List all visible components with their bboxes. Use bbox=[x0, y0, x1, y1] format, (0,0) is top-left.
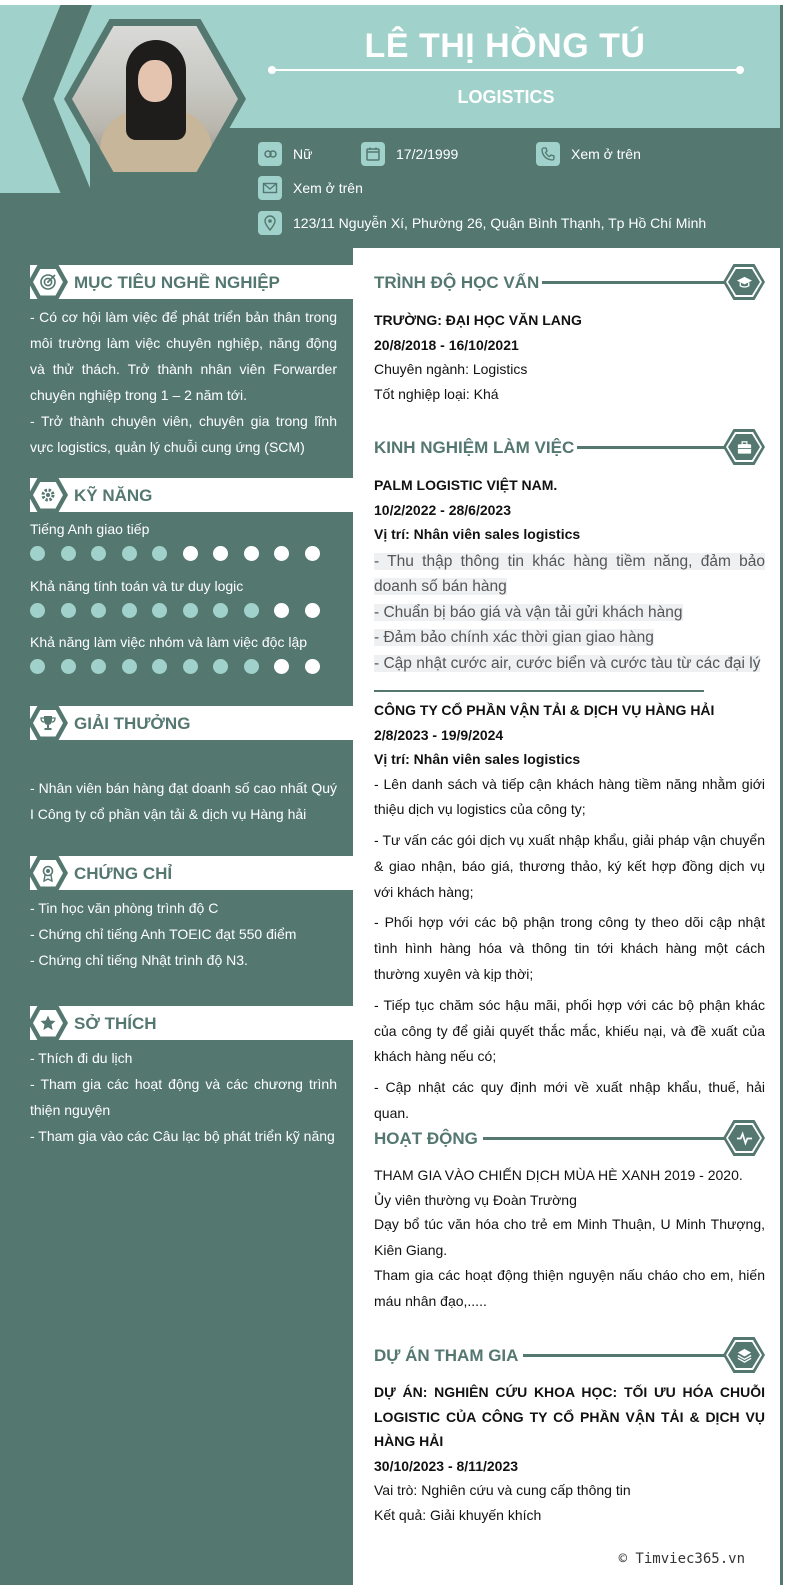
skill-dot bbox=[61, 659, 76, 674]
certificate-item: - Chứng chỉ tiếng Anh TOEIC đạt 550 điểm bbox=[30, 926, 297, 942]
skill-label: Khả năng tính toán và tư duy logic bbox=[30, 578, 244, 594]
projects-rule bbox=[523, 1354, 727, 1357]
objective-title: MỤC TIÊU NGHỀ NGHIỆP bbox=[74, 273, 280, 292]
awards-text: - Nhân viên bán hàng đạt doanh số cao nhất Quý I Công ty cổ phần vận tải & dịch vụ Hàng hải bbox=[30, 780, 337, 822]
contact-phone bbox=[536, 142, 641, 166]
activities-body bbox=[374, 1163, 765, 1314]
skill-dot bbox=[30, 546, 45, 561]
job-duty: - Cập nhật các quy định mới về xuất nhập khẩu, thuế, hải quan. bbox=[374, 1079, 765, 1122]
objective-item: - Trở thành chuyên viên, chuyên gia trong lĩnh vực logistics, quản lý chuỗi cung ứng (SCM) bbox=[30, 413, 337, 455]
graduation-cap-icon bbox=[736, 274, 753, 291]
skill-dot bbox=[61, 603, 76, 618]
skill-rating bbox=[30, 603, 320, 618]
skill-dot bbox=[305, 659, 320, 674]
skill-dot bbox=[274, 659, 289, 674]
job-title: LOGISTICS bbox=[457, 87, 555, 107]
skill-dot bbox=[183, 603, 198, 618]
skill-dot bbox=[152, 659, 167, 674]
skill-dot bbox=[244, 546, 259, 561]
education-rule bbox=[542, 281, 727, 284]
skill-label: Tiếng Anh giao tiếp bbox=[30, 521, 150, 537]
contact-address bbox=[258, 211, 706, 235]
gender-value: Nữ bbox=[293, 146, 313, 162]
activities-title: HOẠT ĐỘNG bbox=[374, 1129, 478, 1148]
experience-title: KINH NGHIỆM LÀM VIỆC bbox=[374, 438, 575, 457]
skill-dot bbox=[122, 546, 137, 561]
skill-dot bbox=[274, 603, 289, 618]
education-body bbox=[374, 308, 765, 406]
name-divider bbox=[270, 69, 742, 71]
target-icon bbox=[39, 273, 57, 291]
job-period: 10/2/2022 - 28/6/2023 bbox=[374, 501, 512, 518]
skill-dot bbox=[91, 603, 106, 618]
skill-dot bbox=[274, 546, 289, 561]
activity-line: Tham gia các hoạt động thiện nguyện nấu cháo cho em, hiến máu nhân đạo,..... bbox=[374, 1267, 765, 1309]
job-period: 2/8/2023 - 19/9/2024 bbox=[374, 726, 504, 743]
skill-dot bbox=[30, 659, 45, 674]
school-name: TRƯỜNG: ĐẠI HỌC VĂN LANG bbox=[374, 312, 582, 328]
trophy-icon bbox=[39, 714, 57, 732]
skill-dot bbox=[213, 603, 228, 618]
skill-dot bbox=[244, 659, 259, 674]
skill-dot bbox=[91, 546, 106, 561]
skill-dot bbox=[244, 603, 259, 618]
medal-icon bbox=[39, 864, 57, 882]
activity-line: THAM GIA VÀO CHIẾN DỊCH MÙA HÈ XANH 2019 - 2020. bbox=[374, 1167, 743, 1183]
skill-dot bbox=[305, 546, 320, 561]
contact-birthday bbox=[361, 142, 458, 166]
hobbies-list bbox=[30, 1045, 337, 1149]
candidate-name: LÊ THỊ HỒNG TÚ bbox=[364, 27, 646, 65]
location-icon bbox=[258, 211, 282, 235]
certificate-item: - Tin học văn phòng trình độ C bbox=[30, 900, 219, 916]
activity-line: Ủy viên thường vụ Đoàn Trường bbox=[374, 1191, 577, 1208]
skill-dot bbox=[152, 603, 167, 618]
birthday-value: 17/2/1999 bbox=[396, 146, 459, 162]
company-name: CÔNG TY CỔ PHẦN VẬN TẢI & DỊCH VỤ HÀNG HẢI bbox=[374, 702, 715, 718]
job-duty: - Phối hợp với các bộ phận trong công ty theo dõi cập nhật tình hình hàng hóa và thông tin tới khách hàng một cách thường xuyên và kịp thời; bbox=[374, 914, 765, 983]
phone-icon bbox=[536, 142, 560, 166]
company-name: PALM LOGISTIC VIỆT NAM. bbox=[374, 477, 558, 493]
education-period: 20/8/2018 - 16/10/2021 bbox=[374, 336, 519, 353]
projects-body bbox=[374, 1380, 765, 1527]
skill-rating bbox=[30, 659, 320, 674]
activity-line: Dạy bổ túc văn hóa cho trẻ em Minh Thuận, U Minh Thượng, Kiên Giang. bbox=[374, 1216, 765, 1258]
awards-title: GIẢI THƯỞNG bbox=[74, 714, 191, 733]
project-name: DỰ ÁN: NGHIÊN CỨU KHOA HỌC: TỐI ƯU HÓA CHUỖI LOGISTIC CỦA CÔNG TY CỔ PHẦN VẬN TẢI & DỊCH VỤ HÀNG HẢI bbox=[374, 1384, 765, 1449]
education-major: Chuyên ngành: Logistics bbox=[374, 361, 528, 377]
skill-dot bbox=[122, 659, 137, 674]
experience-body bbox=[374, 473, 765, 1132]
job-duty: - Tư vấn các gói dịch vụ xuất nhập khẩu, giải pháp vận chuyển & giao nhận, báo giá, thương thảo, ký kết hợp đồng dịch vụ với khách hàng; bbox=[374, 832, 765, 900]
pulse-icon bbox=[736, 1130, 753, 1147]
hobby-item: - Tham gia vào các Câu lạc bộ phát triển kỹ năng bbox=[30, 1128, 335, 1144]
star-icon bbox=[39, 1014, 57, 1032]
skill-dot bbox=[91, 659, 106, 674]
contact-email bbox=[258, 176, 363, 200]
projects-title: DỰ ÁN THAM GIA bbox=[374, 1346, 519, 1365]
contact-gender bbox=[258, 142, 312, 166]
skill-dot bbox=[122, 603, 137, 618]
hobby-item: - Tham gia các hoạt động và các chương trình thiện nguyện bbox=[30, 1076, 337, 1118]
job-duty: - Thu thập thông tin khác hàng tiềm năng, đảm bảo doanh số bán hàng bbox=[374, 552, 765, 595]
job-duty: - Đảm bảo chính xác thời gian giao hàng bbox=[374, 629, 654, 646]
cv-page bbox=[0, 5, 783, 1585]
briefcase-icon bbox=[736, 439, 753, 456]
address-value: 123/11 Nguyễn Xí, Phường 26, Quận Bình Thạnh, Tp Hồ Chí Minh bbox=[293, 215, 707, 231]
phone-value[interactable]: Xem ở trên bbox=[571, 146, 641, 162]
hobbies-title: SỞ THÍCH bbox=[74, 1014, 157, 1033]
skill-dot bbox=[213, 659, 228, 674]
job-duty: - Tiếp tục chăm sóc hậu mãi, phối hợp với các bộ phận khác của công ty để giải quyết thắc mắc, khiếu nại, và đề xuất của khách hàng nếu có; bbox=[374, 996, 765, 1065]
hobby-item: - Thích đi du lịch bbox=[30, 1050, 133, 1066]
skill-dot bbox=[183, 546, 198, 561]
activities-rule bbox=[483, 1137, 727, 1140]
job-position: Vị trí: Nhân viên sales logistics bbox=[374, 526, 581, 542]
objective-text bbox=[30, 304, 337, 460]
job-duty: - Lên danh sách và tiếp cận khách hàng tiềm năng nhằm giới thiệu dịch vụ logistics của công ty; bbox=[374, 775, 765, 818]
email-value[interactable]: Xem ở trên bbox=[293, 180, 363, 196]
skill-dot bbox=[183, 659, 198, 674]
skill-dot bbox=[30, 603, 45, 618]
footer-brand[interactable]: © Timviec365.vn bbox=[618, 1551, 745, 1567]
mail-icon bbox=[258, 176, 282, 200]
skill-dot bbox=[305, 603, 320, 618]
job-position: Vị trí: Nhân viên sales logistics bbox=[374, 751, 581, 767]
skill-dot bbox=[61, 546, 76, 561]
certificates-list bbox=[30, 895, 337, 973]
calendar-icon bbox=[361, 142, 385, 166]
skills-title: KỸ NĂNG bbox=[74, 486, 153, 505]
project-result: Kết quả: Giải khuyến khích bbox=[374, 1506, 542, 1523]
project-period: 30/10/2023 - 8/11/2023 bbox=[374, 1457, 519, 1474]
skill-rating bbox=[30, 546, 320, 561]
skill-dot bbox=[152, 546, 167, 561]
job-duty: - Chuẩn bị báo giá và vận tải gửi khách hàng bbox=[374, 603, 683, 621]
objective-item: - Có cơ hội làm việc để phát triển bản thân trong môi trường làm việc chuyên nghiệp, năng động và thử thách. Trở thành nhân viên Forwarder chuyên nghiệp trong 1 – 2 năm tới. bbox=[30, 309, 337, 403]
education-title: TRÌNH ĐỘ HỌC VẤN bbox=[374, 273, 540, 292]
gear-icon bbox=[39, 486, 57, 504]
experience-rule bbox=[577, 446, 727, 449]
layers-icon bbox=[736, 1347, 753, 1364]
right-edge-rule bbox=[780, 5, 783, 1585]
education-grade: Tốt nghiệp loại: Khá bbox=[374, 385, 499, 402]
skill-label: Khả năng làm việc nhóm và làm việc độc lập bbox=[30, 634, 308, 650]
project-role: Vai trò: Nghiên cứu và cung cấp thông tin bbox=[374, 1482, 631, 1498]
job-separator bbox=[374, 690, 704, 692]
certificate-item: - Chứng chỉ tiếng Nhật trình độ N3. bbox=[30, 952, 248, 968]
skill-dot bbox=[213, 546, 228, 561]
job-duty: - Cập nhật cước air, cước biển và cước tàu từ các đại lý bbox=[374, 654, 761, 672]
certificates-title: CHỨNG CHỈ bbox=[74, 864, 173, 883]
gender-icon bbox=[258, 142, 282, 166]
